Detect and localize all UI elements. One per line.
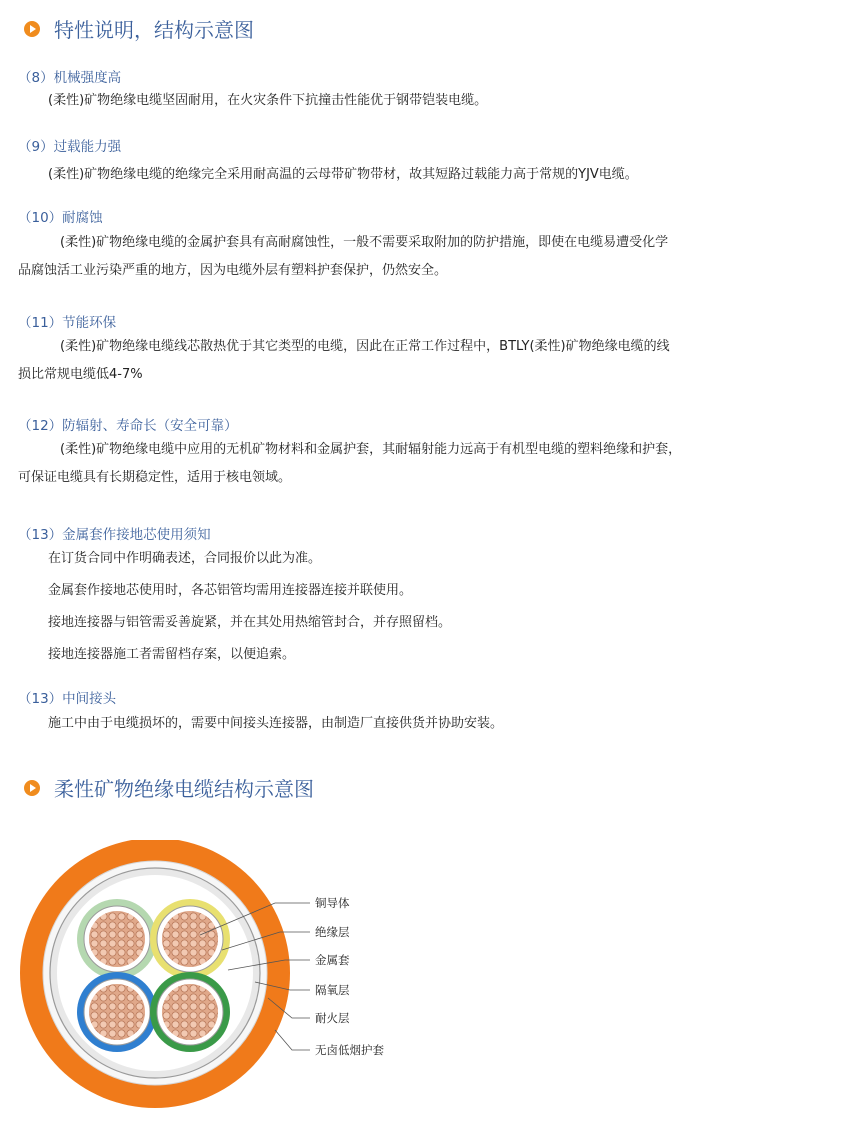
section-text-joint (48, 710, 503, 738)
label-copper-conductor: 铜导体 (315, 896, 350, 910)
section-text-12 (18, 436, 681, 492)
paragraph-line: (柔性)矿物绝缘电缆线芯散热优于其它类型的电缆，因此在正常工作过程中，BTLY(柔性)矿物绝缘电缆的线 (60, 339, 670, 354)
cable-cross-section (0, 840, 850, 1125)
diagram-title-row (24, 773, 314, 802)
paragraph-line: (柔性)矿物绝缘电缆中应用的无机矿物材料和金属护套，其耐辐射能力远高于有机型电缆的塑料绝缘和护套， (60, 442, 682, 457)
section-heading-13: （13）金属套作接地芯使用须知 (18, 527, 211, 543)
core-top-right (150, 899, 230, 979)
section-heading-8: （8）机械强度高 (18, 70, 122, 86)
paragraph-line: 接地连接器施工者需留档存案，以便追索。 (48, 647, 296, 662)
section-text-8 (48, 87, 487, 115)
paragraph-line: (柔性)矿物绝缘电缆的金属护套具有高耐腐蚀性，一般不需要采取附加的防护措施，即使在电缆易遭受化学 (60, 235, 669, 250)
play-circle-icon (24, 21, 40, 37)
play-circle-icon (24, 780, 40, 796)
diagram-title: 柔性矿物绝缘电缆结构示意图 (54, 777, 314, 801)
paragraph-line: 在订货合同中作明确表述，合同报价以此为准。 (48, 551, 322, 566)
paragraph-line: (柔性)矿物绝缘电缆坚固耐用，在火灾条件下抗撞击性能优于钢带铠装电缆。 (48, 93, 488, 108)
paragraph-line: 接地连接器与铝管需妥善旋紧，并在其处用热缩管封合，并存照留档。 (48, 615, 452, 630)
paragraph-line: 可保证电缆具有长期稳定性，适用于核电领域。 (18, 470, 292, 485)
section-text-10 (18, 229, 668, 285)
core-top-left (77, 899, 157, 979)
section-heading-joint: （13）中间接头 (18, 691, 117, 707)
page-title: 特性说明，结构示意图 (54, 18, 254, 42)
section-heading-10: （10）耐腐蚀 (18, 210, 103, 226)
label-oxygen-barrier: 隔氧层 (315, 983, 350, 997)
core-bottom-right (150, 972, 230, 1052)
section-text-13 (48, 545, 451, 669)
section-heading-11: （11）节能环保 (18, 315, 117, 331)
paragraph-line: 金属套作接地芯使用时，各芯铝管均需用连接器连接并联使用。 (48, 583, 413, 598)
paragraph-line: 损比常规电缆低4-7% (18, 367, 143, 382)
paragraph-line: (柔性)矿物绝缘电缆的绝缘完全采用耐高温的云母带矿物带材，故其短路过载能力高于常规的YJV电缆。 (48, 167, 638, 182)
header-title-row (24, 14, 254, 43)
label-lszh-sheath: 无卤低烟护套 (315, 1043, 384, 1057)
label-metal-sheath: 金属套 (315, 953, 350, 967)
label-fire-resistant: 耐火层 (315, 1011, 350, 1025)
paragraph-line: 品腐蚀活工业污染严重的地方，因为电缆外层有塑料护套保护，仍然安全。 (18, 263, 448, 278)
core-bottom-left (77, 972, 157, 1052)
section-text-9 (48, 161, 638, 189)
paragraph-line: 施工中由于电缆损坏的，需要中间接头连接器，由制造厂直接供货并协助安装。 (48, 716, 504, 731)
section-text-11 (18, 333, 670, 389)
label-insulation: 绝缘层 (315, 925, 350, 939)
section-heading-9: （9）过载能力强 (18, 139, 122, 155)
section-heading-12: （12）防辐射、寿命长（安全可靠） (18, 418, 238, 434)
